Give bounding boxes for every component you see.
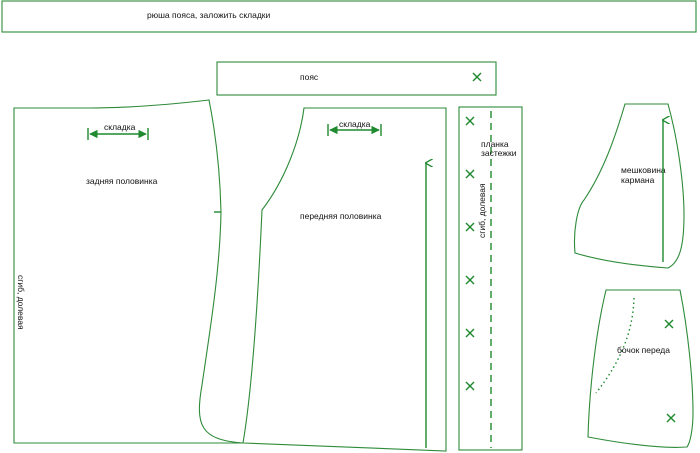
waistband-piece: [217, 62, 496, 95]
front-pleat-label: складка: [339, 119, 371, 129]
placket-piece: [459, 107, 522, 450]
back-fold-label: сгиб, долевая: [16, 275, 26, 330]
ruffle-strip-label: рюша пояса, заложить складки: [147, 10, 271, 20]
placket-fold-label: сгиб, долевая: [477, 183, 487, 238]
pocket-bag-label-line2: кармана: [621, 175, 655, 185]
side-piece-label: бочок переда: [617, 345, 670, 355]
side-front-piece: [588, 290, 693, 447]
pocket-bag-piece: [574, 104, 684, 268]
waistband-label: пояс: [300, 72, 319, 82]
back-half-label: задняя половинка: [86, 176, 158, 186]
front-half-label: передняя половинка: [300, 211, 382, 221]
placket-label-line1: планка: [481, 139, 509, 149]
front-half-piece: [243, 108, 446, 451]
pocket-bag-label-line1: мешковина: [621, 165, 666, 175]
placket-label-line2: застежки: [481, 148, 517, 158]
ruffle-strip-piece: [2, 1, 696, 32]
back-half-piece: [14, 100, 243, 443]
back-pleat-label: складка: [104, 122, 136, 132]
